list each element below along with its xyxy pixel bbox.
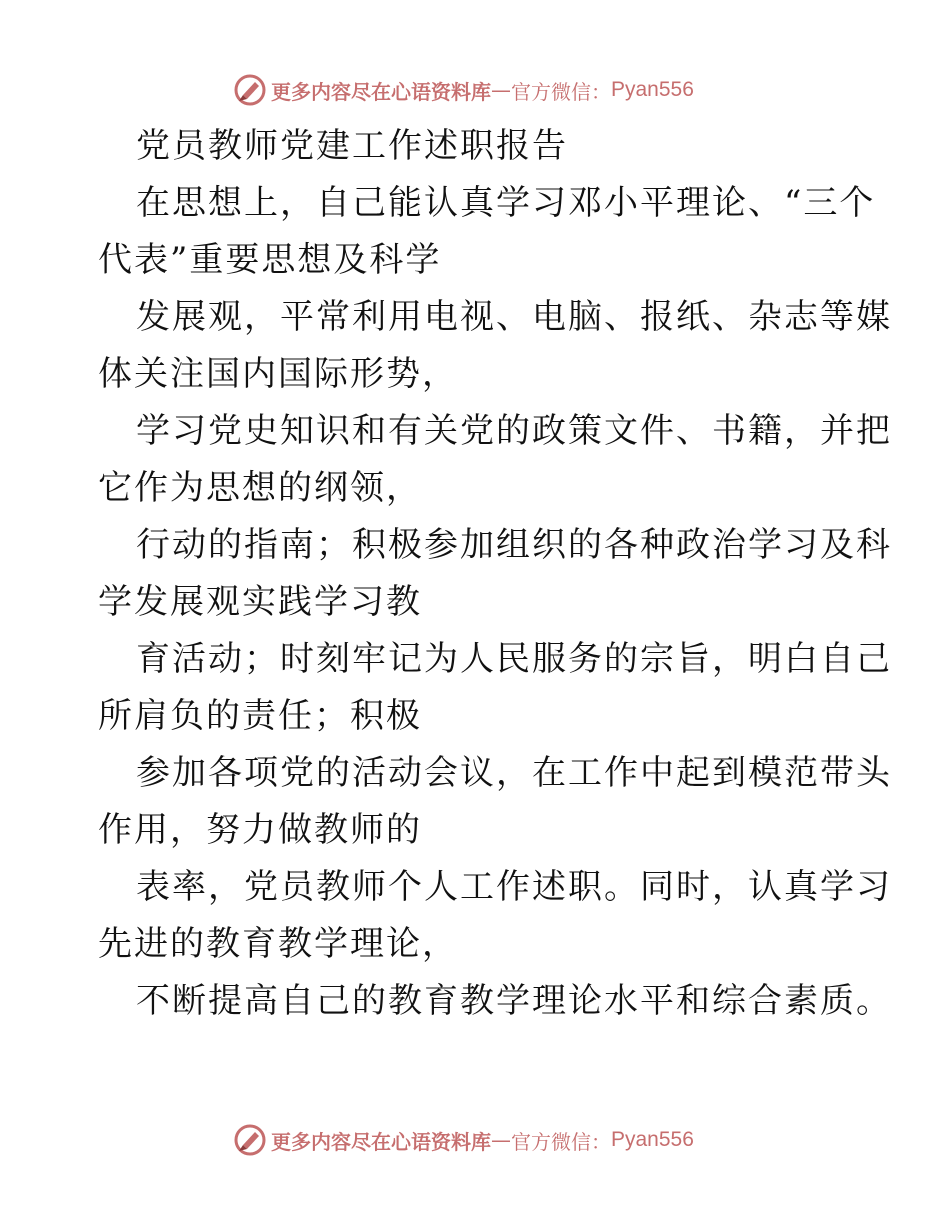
- text-line: 先进的教育教学理论，: [98, 924, 458, 964]
- header-banner: [233, 70, 713, 110]
- pen-logo-icon: [233, 73, 267, 107]
- text-line: 它作为思想的纲领，: [98, 468, 422, 508]
- text-line: 参加各项党的活动会议，在工作中起到模范带头: [136, 753, 892, 793]
- text-line: 表率，党员教师个人工作述职。同时，认真学习: [136, 867, 892, 907]
- banner-main-text: 更多内容尽在心语资料库: [271, 1129, 491, 1154]
- text-line: 作用，努力做教师的: [98, 810, 422, 850]
- text-line: 行动的指南；积极参加组织的各种政治学习及科: [136, 525, 892, 565]
- banner-dash: —: [491, 78, 511, 102]
- pen-logo-icon: [233, 1123, 267, 1157]
- document-body: [98, 118, 892, 1030]
- text-line: 育活动；时刻牢记为人民服务的宗旨，明白自己: [136, 639, 892, 679]
- text-line: 学发展观实践学习教: [98, 582, 422, 622]
- text-line: 体关注国内国际形势，: [98, 354, 458, 394]
- text-line: 代表”重要思想及科学: [98, 240, 442, 280]
- banner-wechat-id: Pyan556: [611, 1128, 694, 1151]
- text-line: 学习党史知识和有关党的政策文件、书籍，并把: [136, 411, 892, 451]
- text-line: 在思想上，自己能认真学习邓小平理论、“三个: [136, 183, 876, 223]
- text-line: 不断提高自己的教育教学理论水平和综合素质。: [136, 981, 892, 1021]
- paragraph-lines: [98, 175, 892, 1030]
- text-line: 发展观，平常利用电视、电脑、报纸、杂志等媒: [136, 297, 892, 337]
- banner-wechat-label: 官方微信：: [511, 1129, 611, 1154]
- banner-wechat-label: 官方微信：: [511, 79, 611, 104]
- banner-dash: —: [491, 1128, 511, 1152]
- footer-banner: [233, 1120, 713, 1160]
- text-line: 所肩负的责任；积极: [98, 696, 422, 736]
- document-title: 党员教师党建工作述职报告: [136, 126, 568, 166]
- banner-main-text: 更多内容尽在心语资料库: [271, 79, 491, 104]
- banner-wechat-id: Pyan556: [611, 78, 694, 101]
